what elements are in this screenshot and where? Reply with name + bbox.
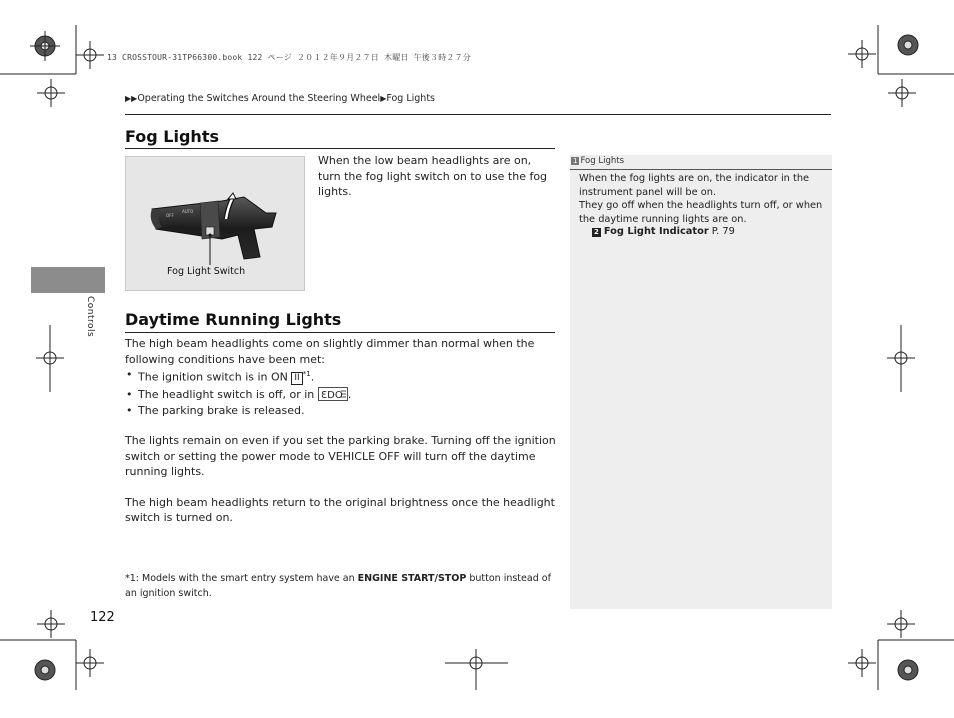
breadcrumb-separator: ▶: [380, 94, 387, 103]
note-line-2: They go off when the headlights turn off, or when the daytime running lights are on.: [579, 200, 823, 225]
list-item: • The headlight switch is off, or in ƐDO .: [125, 387, 557, 403]
note-title: 1 Fog Lights: [573, 156, 624, 166]
footnote: *1: Models with the smart entry system have an ENGINE START/STOP button instead of an ignition switch.: [125, 573, 551, 599]
print-header: 13 CROSSTOUR-31TP66300.book 122 ページ ２０１２年９月２７日 木曜日 午後３時２７分: [107, 53, 472, 62]
breadcrumb: [125, 93, 435, 104]
svg-text:OFF: OFF: [166, 213, 174, 218]
breadcrumb-section[interactable]: Operating the Switches Around the Steering Wheel: [137, 93, 381, 104]
page-number: 122: [90, 610, 115, 625]
breadcrumb-current: Fog Lights: [386, 93, 435, 104]
svg-text:ƐDO: ƐDO: [320, 390, 343, 402]
fog-light-indicator-link[interactable]: 2 Fog Light Indicator P. 79: [594, 226, 735, 237]
ignition-position-symbol: II: [291, 372, 302, 385]
list-item: • The ignition switch is in ON II $^{*1}$.: [125, 367, 557, 385]
drl-paragraph-3: The high beam headlights return to the original brightness once the headlight switch is turned on.: [125, 495, 555, 525]
drl-content: [125, 336, 557, 526]
fog-heading-rule: [125, 148, 555, 149]
svg-text:AUTO: AUTO: [182, 209, 194, 214]
list-item: • The parking brake is released.: [125, 403, 557, 419]
note-line-1: When the fog lights are on, the indicator in the instrument panel will be on.: [579, 173, 810, 198]
drl-heading-rule: [125, 332, 555, 333]
figure-caption: Fog Light Switch: [167, 266, 246, 277]
side-tab: [31, 267, 105, 293]
engine-start-stop-label: ENGINE START/STOP: [357, 573, 467, 584]
note-body: [579, 172, 824, 226]
auto-headlight-icon: [318, 387, 348, 401]
side-tab-label: Controls: [85, 296, 95, 338]
drl-intro: The high beam headlights come on slightly dimmer than normal when the following conditions have been met:: [125, 337, 535, 366]
note-title-rule: [570, 169, 832, 170]
note-number: 1: [573, 157, 578, 165]
drl-conditions-list: [125, 367, 557, 418]
reference-arrow-icon: 2: [594, 228, 599, 236]
breadcrumb-arrows: ▶▶: [125, 94, 138, 103]
drl-paragraph-2: The lights remain on even if you set the parking brake. Turning off the ignition switch or setting the power mode to VEHICLE OFF will turn off the daytime running lights.: [125, 434, 556, 479]
fog-lights-heading: Fog Lights: [125, 127, 219, 146]
fog-lights-body: When the low beam headlights are on, turn the fog light switch on to use the fog lights.: [318, 154, 548, 198]
header-rule: [125, 114, 831, 115]
drl-heading: Daytime Running Lights: [125, 310, 342, 329]
